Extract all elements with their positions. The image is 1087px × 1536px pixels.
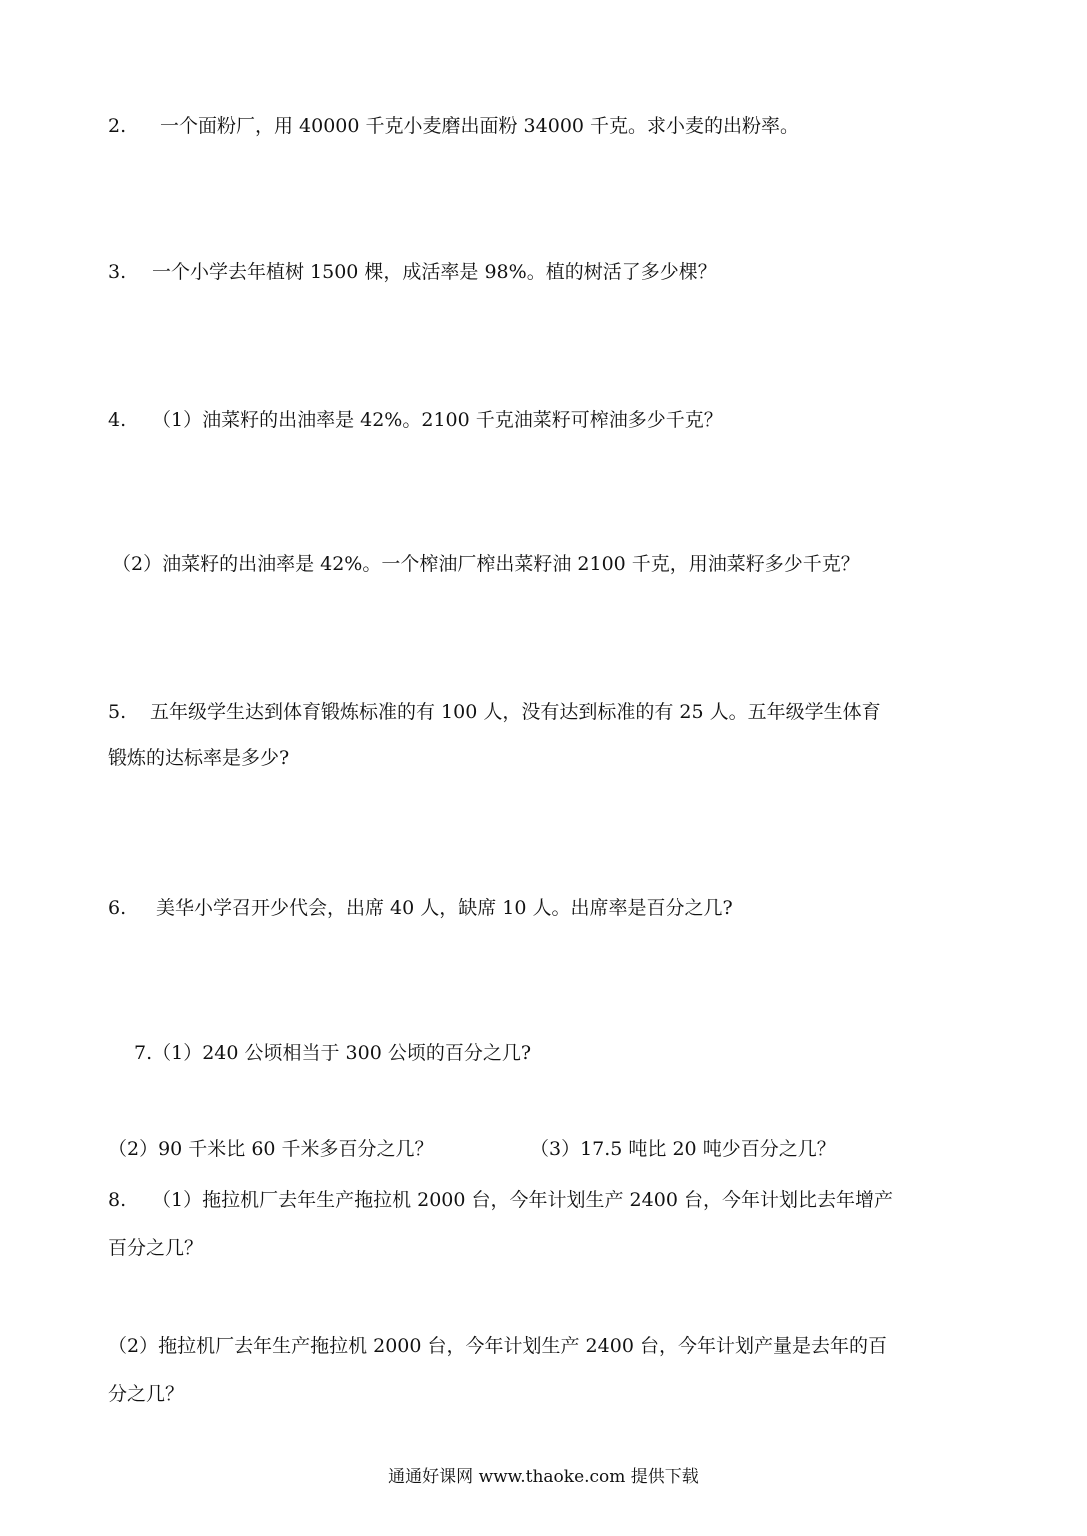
question-text: 五年级学生达到体育锻炼标准的有 100 人，没有达到标准的有 25 人。五年级学生体育 <box>150 701 881 723</box>
question-6 <box>108 896 733 920</box>
question-4-part-1 <box>108 408 723 432</box>
question-8-part-1-line-2: 百分之几？ <box>108 1237 204 1259</box>
question-number: 2. <box>108 115 127 137</box>
question-text: 美华小学召开少代会，出席 40 人，缺席 10 人。出席率是百分之几? <box>156 897 733 919</box>
question-2 <box>108 114 799 138</box>
question-7-part-1: 7.（1）240 公顷相当于 300 公顷的百分之几? <box>134 1042 532 1064</box>
question-number: 6. <box>108 897 127 919</box>
question-4-part-2: （2）油菜籽的出油率是 42%。一个榨油厂榨出菜籽油 2100 千克，用油菜籽多少千克？ <box>112 553 860 575</box>
page-footer: 通通好课网 www.thaoke.com 提供下载 <box>388 1467 699 1487</box>
question-number: 3. <box>108 261 127 283</box>
question-7-part-3: （3）17.5 吨比 20 吨少百分之几？ <box>530 1138 836 1160</box>
question-5-line-2: 锻炼的达标率是多少? <box>108 747 290 769</box>
question-text: （1）油菜籽的出油率是 42%。2100 千克油菜籽可榨油多少千克？ <box>152 409 723 431</box>
question-text: 一个面粉厂，用 40000 千克小麦磨出面粉 34000 千克。求小麦的出粉率。 <box>160 115 800 137</box>
question-8-part-2-line-1: （2）拖拉机厂去年生产拖拉机 2000 台，今年计划生产 2400 台，今年计划产量是去年的百 <box>108 1335 887 1357</box>
question-8-part-2-line-2: 分之几？ <box>108 1383 185 1405</box>
question-text: （1）拖拉机厂去年生产拖拉机 2000 台，今年计划生产 2400 台，今年计划比去年增产 <box>152 1189 893 1211</box>
question-text: 一个小学去年植树 1500 棵，成活率是 98%。植的树活了多少棵？ <box>152 261 717 283</box>
question-number: 8. <box>108 1189 127 1211</box>
question-7-part-2: （2）90 千米比 60 千米多百分之几？ <box>108 1138 434 1160</box>
question-8-part-1-line-1 <box>108 1188 893 1212</box>
question-number: 4. <box>108 409 127 431</box>
question-number: 5. <box>108 701 127 723</box>
question-5-line-1 <box>108 700 881 724</box>
question-3 <box>108 260 717 284</box>
